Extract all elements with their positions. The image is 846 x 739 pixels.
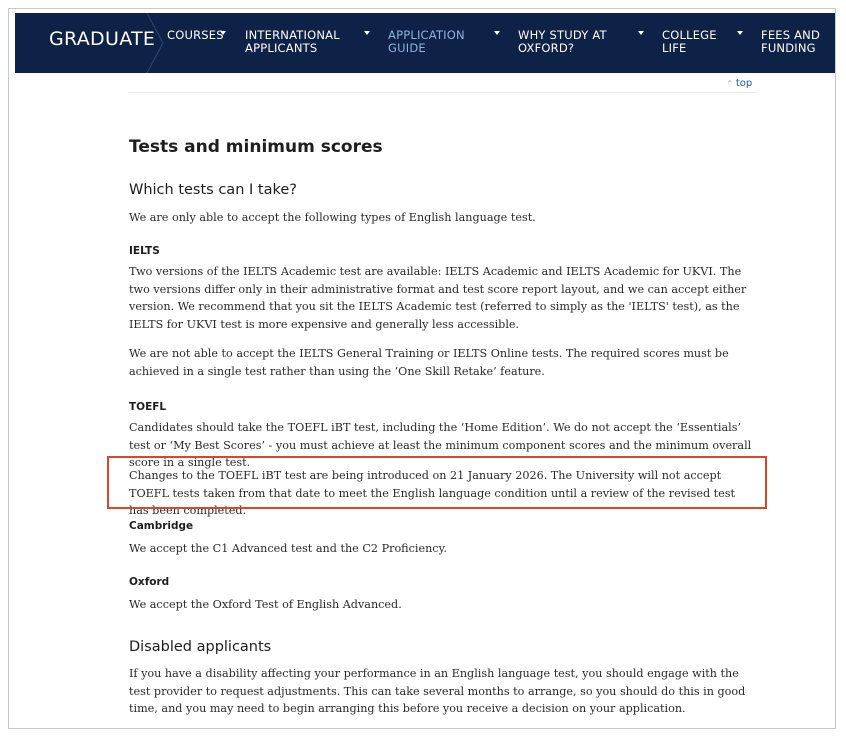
back-to-top-label: top bbox=[735, 78, 753, 89]
toefl-paragraph-2: Changes to the TOEFL iBT test are being introduced on 21 January 2026. The University will not accept TOEFL tests taken from that date to meet the English language condition until a review of the revised test has been completed. bbox=[129, 469, 736, 518]
college-dropdown-caret-icon[interactable] bbox=[737, 31, 743, 35]
cambridge-heading: Cambridge bbox=[129, 520, 194, 532]
why-study-dropdown-caret-icon[interactable] bbox=[638, 31, 644, 35]
nav-courses[interactable] bbox=[167, 29, 224, 42]
application-dropdown-caret-icon[interactable] bbox=[494, 31, 500, 35]
nav-international-line1: INTERNATIONAL bbox=[245, 28, 340, 42]
toefl-heading: TOEFL bbox=[129, 401, 167, 413]
disabled-applicants-heading: Disabled applicants bbox=[129, 639, 272, 655]
nav-application-guide[interactable] bbox=[388, 29, 465, 55]
nav-why-study-line1: WHY STUDY AT bbox=[518, 28, 607, 42]
toefl-paragraph-1: Candidates should take the TOEFL iBT test, including the ‘Home Edition’. We do not accept the ‘Essentials’ test or ‘My Best Scores’ - you must achieve at least the minimum component scores and the minimum overall score in a single test. bbox=[129, 421, 752, 470]
brand-graduate-link[interactable]: GRADUATE bbox=[49, 28, 156, 50]
top-navigation-bar bbox=[15, 13, 836, 73]
oxford-text: We accept the Oxford Test of English Advanced. bbox=[129, 598, 402, 611]
nav-international-applicants[interactable] bbox=[245, 29, 340, 55]
nav-fees-line1: FEES AND bbox=[761, 28, 821, 42]
back-to-top-link[interactable] bbox=[727, 78, 752, 89]
browser-viewport bbox=[8, 8, 836, 729]
nav-college-line1: COLLEGE bbox=[662, 28, 717, 42]
courses-dropdown-caret-icon[interactable] bbox=[220, 31, 226, 35]
nav-why-study-line2: OXFORD? bbox=[518, 41, 575, 55]
nav-college-life[interactable] bbox=[662, 29, 717, 55]
disabled-applicants-text: If you have a disability affecting your performance in an English language test, you should engage with the test provider to request adjustments. This can take several months to arrange, so you should do this in good time, and you may need to begin arranging this before you receive a decision on your application. bbox=[129, 667, 746, 716]
ielts-paragraph-2: We are not able to accept the IELTS General Training or IELTS Online tests. The required scores must be achieved in a single test rather than using the ‘One Skill Retake’ feature. bbox=[129, 347, 729, 378]
nav-application-line1: APPLICATION bbox=[388, 28, 465, 42]
nav-college-line2: LIFE bbox=[662, 41, 687, 55]
nav-courses-label: COURSES bbox=[167, 28, 224, 42]
page-title: Tests and minimum scores bbox=[129, 137, 383, 157]
up-arrow-icon: ^ bbox=[727, 80, 733, 88]
brand-chevron-divider bbox=[145, 13, 167, 73]
nav-fees-and-funding[interactable] bbox=[761, 29, 820, 55]
ielts-heading: IELTS bbox=[129, 245, 160, 257]
cambridge-text: We accept the C1 Advanced test and the C2 Proficiency. bbox=[129, 542, 447, 555]
section-divider bbox=[128, 92, 757, 93]
nav-fees-line2: FUNDING bbox=[761, 41, 816, 55]
which-tests-intro: We are only able to accept the following types of English language test. bbox=[129, 211, 536, 224]
toefl-change-highlight-box bbox=[107, 456, 767, 509]
oxford-heading: Oxford bbox=[129, 576, 170, 588]
ielts-paragraph-1: Two versions of the IELTS Academic test are available: IELTS Academic and IELTS Academic for UKVI. The two versions differ only in their administrative format and test score report layout, and we can accept either version. We recommend that you sit the IELTS Academic test (referred to simply as the 'IELTS' test), as the IELTS for UKVI test is more expensive and generally less accessible. bbox=[129, 265, 747, 331]
nav-international-line2: APPLICANTS bbox=[245, 41, 318, 55]
international-dropdown-caret-icon[interactable] bbox=[364, 31, 370, 35]
which-tests-heading: Which tests can I take? bbox=[129, 182, 297, 198]
nav-why-study-at-oxford[interactable] bbox=[518, 29, 607, 55]
nav-application-line2: GUIDE bbox=[388, 41, 426, 55]
